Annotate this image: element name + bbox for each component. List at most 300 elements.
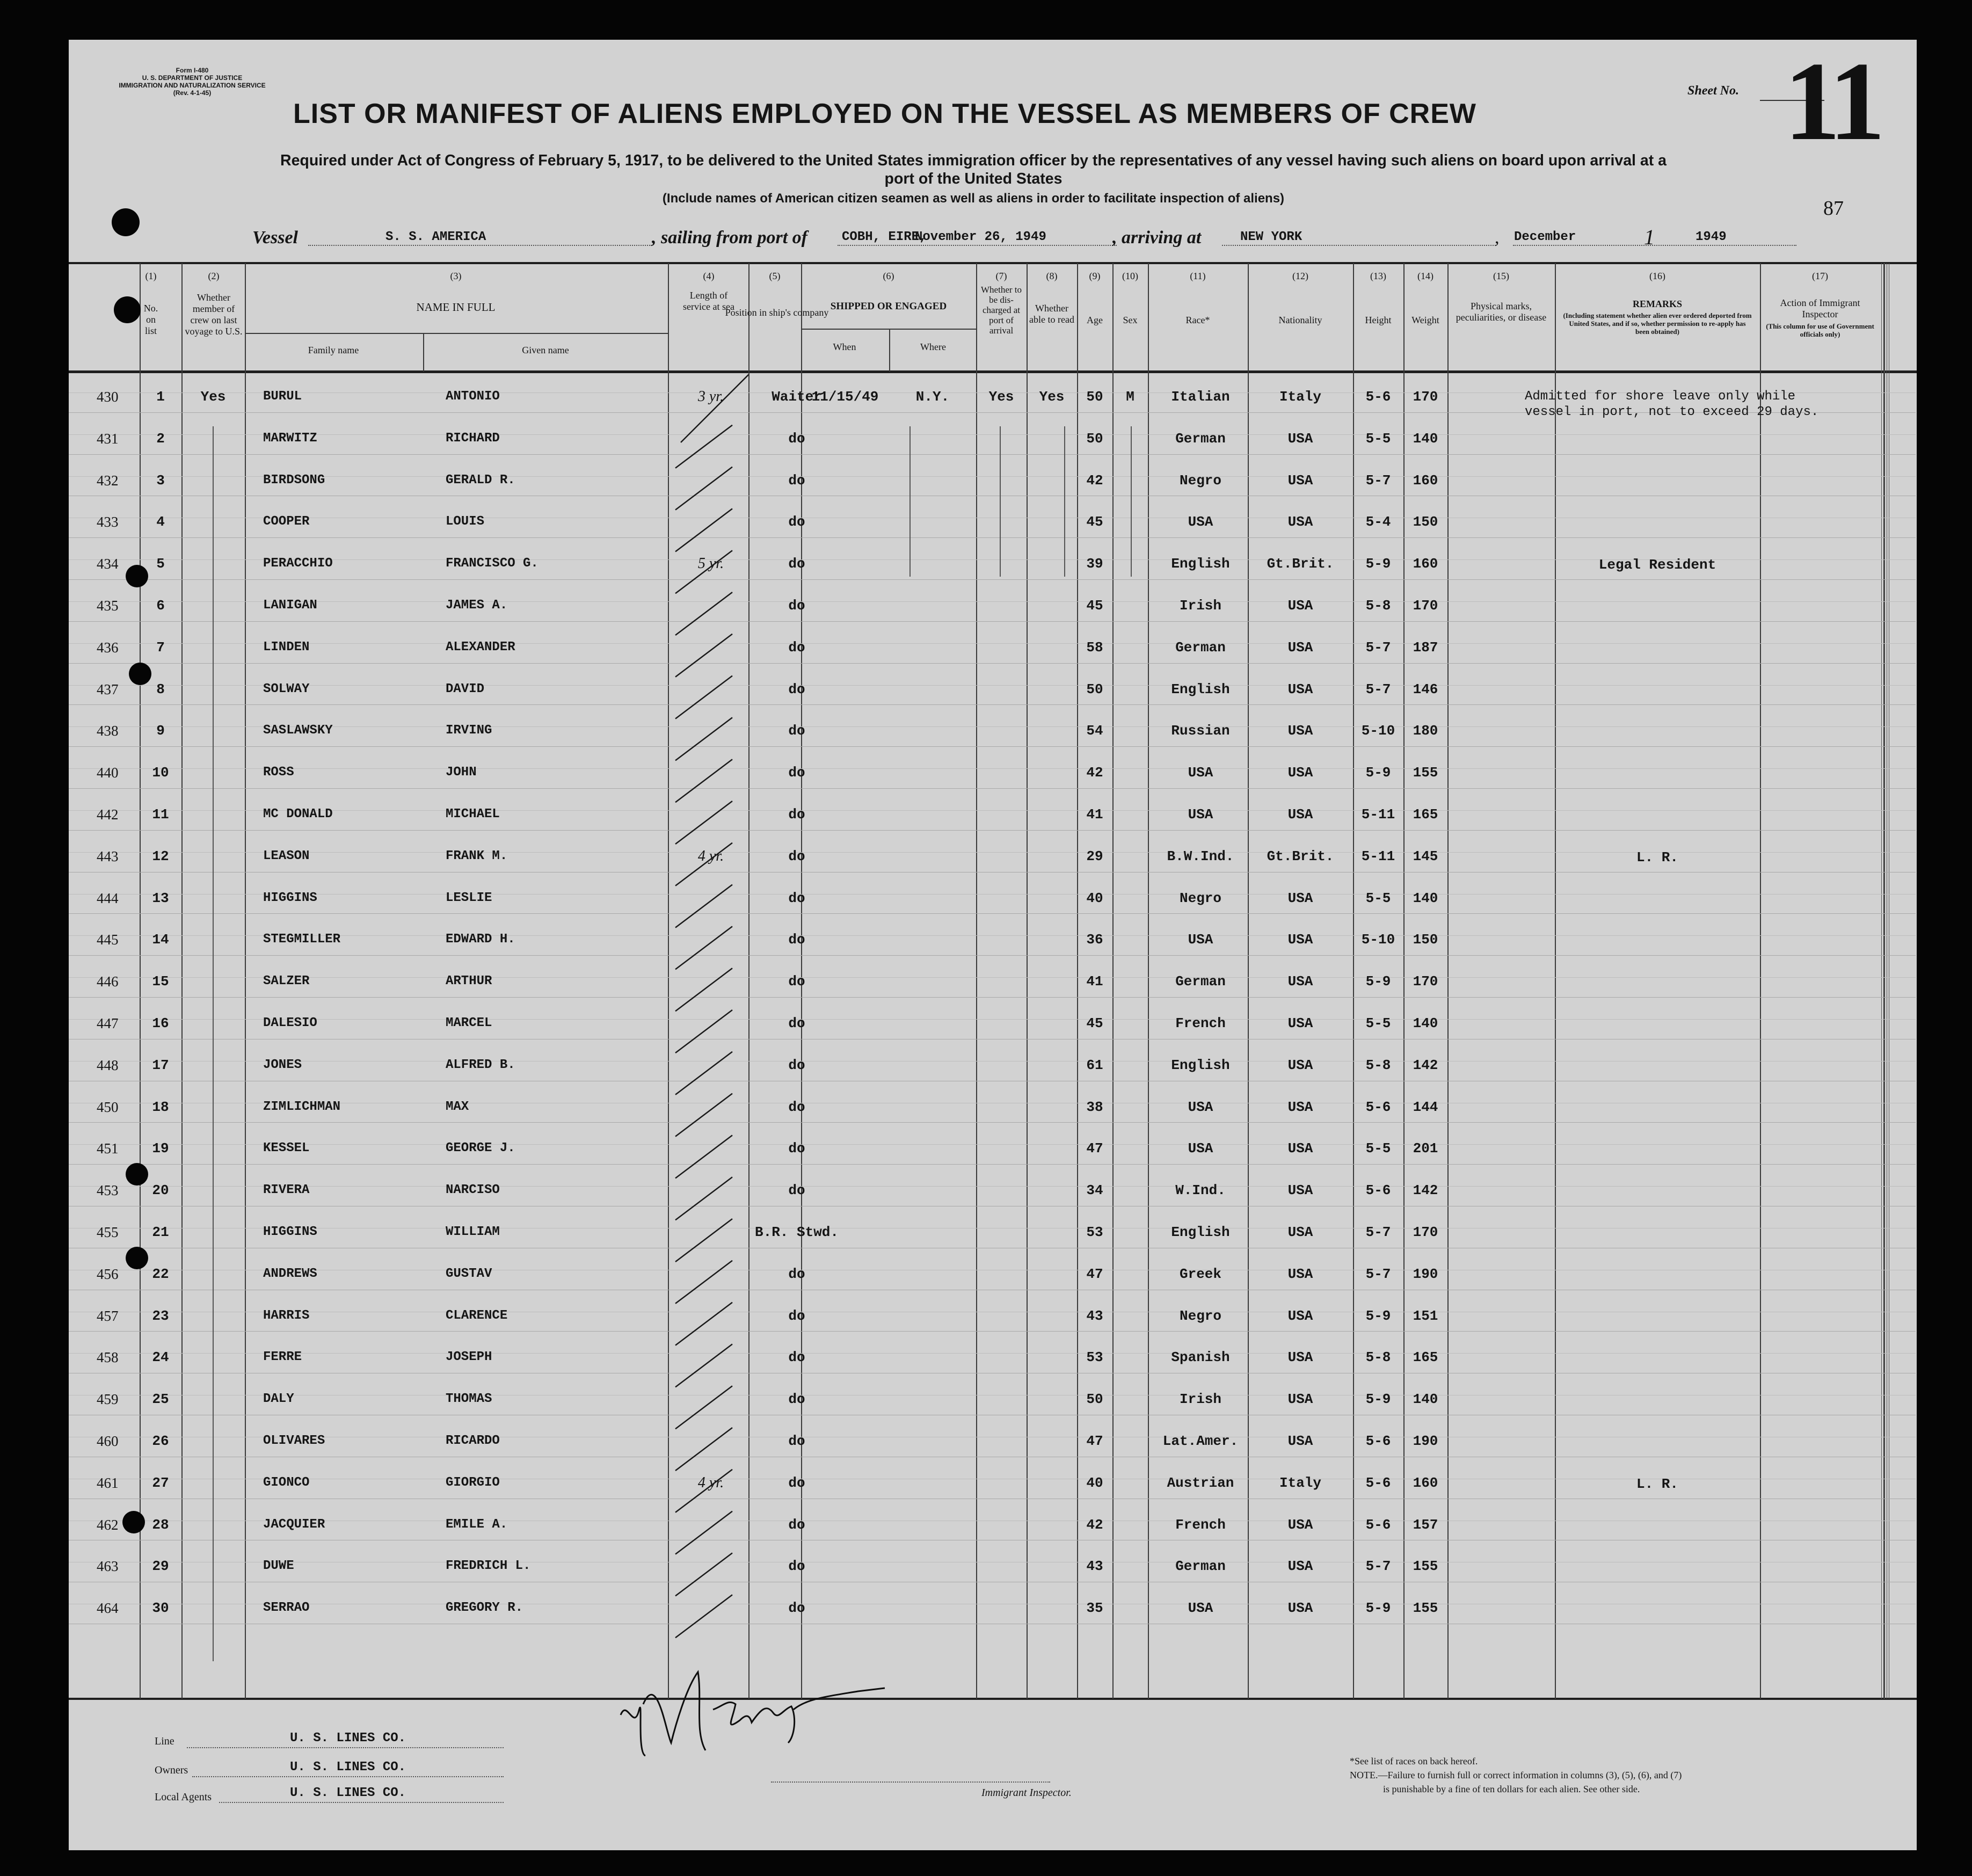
cell-family-name: JACQUIER — [263, 1517, 325, 1532]
cell-age: 47 — [1086, 1140, 1103, 1157]
cell-family-name: BIRDSONG — [263, 472, 325, 488]
header-13-num: (13) — [1370, 271, 1386, 281]
cell-margin-line-number: 463 — [97, 1558, 119, 1575]
cell-list-number: 4 — [156, 514, 165, 530]
cell-shipped-when: 11/15/49 — [811, 389, 879, 405]
cell-position: do — [788, 1099, 805, 1115]
header-given-name: Given name — [522, 345, 569, 355]
cell-age: 50 — [1086, 681, 1103, 697]
cell-height: 5-10 — [1361, 932, 1395, 948]
column-rule — [1148, 263, 1149, 1699]
cell-position: do — [788, 1558, 805, 1575]
cell-race: USA — [1188, 1099, 1213, 1115]
row-rule — [69, 955, 1916, 956]
cell-list-number: 26 — [152, 1433, 169, 1449]
cell-nationality: USA — [1287, 598, 1313, 614]
cell-given-name: GREGORY R. — [446, 1601, 523, 1616]
cell-age: 45 — [1086, 514, 1103, 530]
cell-discharged: Yes — [988, 389, 1014, 405]
cell-height: 5-9 — [1365, 973, 1391, 990]
cell-age: 42 — [1086, 765, 1103, 781]
cell-race: USA — [1188, 1600, 1213, 1617]
cell-weight: 165 — [1413, 806, 1438, 823]
header-discharged: Whether to be dis-charged at port of arrival — [981, 285, 1022, 336]
service-slash-marks — [669, 373, 748, 1699]
cell-family-name: LANIGAN — [263, 598, 317, 613]
inspector-signature — [606, 1650, 906, 1769]
arrival-date-leader — [1513, 245, 1796, 246]
row-rule — [69, 746, 1916, 747]
cell-race: English — [1171, 1224, 1230, 1240]
cell-race: USA — [1188, 806, 1213, 823]
cell-list-number: 28 — [152, 1516, 169, 1533]
cell-age: 29 — [1086, 848, 1103, 864]
cell-remarks: Legal Resident — [1598, 557, 1716, 573]
cell-sex: M — [1126, 389, 1134, 405]
cell-weight: 155 — [1413, 1600, 1438, 1617]
ditto-mark — [909, 426, 911, 577]
cell-weight: 201 — [1413, 1140, 1438, 1157]
cell-height: 5-11 — [1361, 806, 1395, 823]
row-rule — [69, 663, 1916, 664]
cell-margin-line-number: 464 — [97, 1600, 119, 1617]
port-leader — [838, 245, 1117, 246]
cell-given-name: MAX — [446, 1099, 469, 1114]
cell-age: 61 — [1086, 1057, 1103, 1073]
cell-race: Negro — [1179, 472, 1221, 489]
cell-height: 5-7 — [1365, 1558, 1391, 1575]
sailing-port: COBH, EIRE, — [842, 230, 927, 244]
cell-margin-line-number: 443 — [97, 848, 119, 864]
footer-agents-value: U. S. LINES CO. — [290, 1786, 406, 1800]
ditto-mark — [1131, 426, 1132, 577]
cell-weight: 170 — [1413, 973, 1438, 990]
arrival-month: December — [1514, 230, 1576, 244]
cell-able-to-read: Yes — [1039, 389, 1065, 405]
cell-race: German — [1175, 639, 1226, 656]
cell-height: 5-9 — [1365, 765, 1391, 781]
cell-list-number: 30 — [152, 1600, 169, 1617]
header-8-num: (8) — [1046, 271, 1058, 281]
footer-owners-rule — [192, 1776, 504, 1777]
cell-margin-line-number: 450 — [97, 1099, 119, 1115]
header-17-num: (17) — [1812, 271, 1828, 281]
header-height: Height — [1365, 315, 1392, 325]
shipped-subheader-rule — [801, 329, 976, 330]
row-rule — [69, 1122, 1916, 1123]
form-revision: (Rev. 4-1-45) — [173, 89, 212, 97]
footer-note-races: *See list of races on back hereof. — [1350, 1756, 1478, 1766]
cell-margin-line-number: 451 — [97, 1140, 119, 1157]
cell-weight: 146 — [1413, 681, 1438, 697]
cell-nationality: USA — [1287, 1224, 1313, 1240]
cell-list-number: 27 — [152, 1474, 169, 1491]
cell-position: do — [788, 681, 805, 697]
punch-hole — [112, 208, 140, 236]
cell-given-name: NARCISO — [446, 1183, 500, 1198]
cell-height: 5-4 — [1365, 514, 1391, 530]
cell-age: 47 — [1086, 1433, 1103, 1449]
cell-position: do — [788, 430, 805, 447]
cell-given-name: WILLIAM — [446, 1225, 500, 1239]
cell-age: 53 — [1086, 1349, 1103, 1366]
cell-margin-line-number: 442 — [97, 806, 119, 823]
cell-position: do — [788, 1307, 805, 1324]
cell-age: 45 — [1086, 1015, 1103, 1031]
page-mark: 87 — [1823, 197, 1844, 220]
header-no-on-list: No. on list — [143, 303, 158, 336]
punch-hole — [126, 565, 148, 587]
cell-list-number: 1 — [156, 389, 165, 405]
cell-weight: 155 — [1413, 1558, 1438, 1575]
cell-weight: 160 — [1413, 556, 1438, 572]
cell-margin-line-number: 447 — [97, 1015, 119, 1031]
cell-given-name: GEORGE J. — [446, 1141, 515, 1156]
cell-position: do — [788, 556, 805, 572]
cell-race: USA — [1188, 932, 1213, 948]
cell-weight: 151 — [1413, 1307, 1438, 1324]
cell-weight: 142 — [1413, 1182, 1438, 1199]
cell-margin-line-number: 446 — [97, 973, 119, 990]
cell-height: 5-9 — [1365, 1391, 1391, 1408]
cell-family-name: ANDREWS — [263, 1266, 317, 1281]
header-2-num: (2) — [208, 271, 220, 281]
punch-hole — [126, 1163, 148, 1186]
cell-height: 5-5 — [1365, 430, 1391, 447]
cell-list-number: 5 — [156, 556, 165, 572]
cell-weight: 170 — [1413, 598, 1438, 614]
cell-height: 5-9 — [1365, 1600, 1391, 1617]
cell-given-name: RICHARD — [446, 431, 500, 446]
cell-family-name: DALESIO — [263, 1016, 317, 1030]
cell-nationality: USA — [1287, 890, 1313, 906]
cell-weight: 145 — [1413, 848, 1438, 864]
cell-list-number: 9 — [156, 723, 165, 739]
cell-weight: 144 — [1413, 1099, 1438, 1115]
cell-age: 50 — [1086, 389, 1103, 405]
cell-race: Greek — [1179, 1266, 1221, 1282]
header-when: When — [833, 341, 856, 352]
cell-height: 5-8 — [1365, 1349, 1391, 1366]
column-rule — [1447, 263, 1449, 1699]
cell-list-number: 10 — [152, 765, 169, 781]
header-9-num: (9) — [1089, 271, 1101, 281]
cell-race: Irish — [1179, 598, 1221, 614]
cell-list-number: 19 — [152, 1140, 169, 1157]
cell-nationality: USA — [1287, 1015, 1313, 1031]
footer-line-label: Line — [155, 1735, 174, 1747]
cell-age: 38 — [1086, 1099, 1103, 1115]
cell-family-name: COOPER — [263, 514, 310, 529]
cell-family-name: ROSS — [263, 765, 294, 780]
ditto-mark — [1064, 426, 1065, 577]
header-position: Position in ship's company — [725, 307, 829, 318]
footer-note-penalty: NOTE.—Failure to furnish full or correct information in columns (3), (5), (6), and (7) — [1350, 1770, 1682, 1780]
cell-position: do — [788, 765, 805, 781]
cell-margin-line-number: 455 — [97, 1224, 119, 1240]
cell-position: do — [788, 1600, 805, 1617]
cell-height: 5-5 — [1365, 1140, 1391, 1157]
cell-margin-line-number: 453 — [97, 1182, 119, 1199]
cell-nationality: USA — [1287, 639, 1313, 656]
cell-race: Irish — [1179, 1391, 1221, 1408]
header-5-num: (5) — [769, 271, 781, 281]
cell-age: 35 — [1086, 1600, 1103, 1617]
table-bottom-rule — [69, 1698, 1917, 1700]
footer-owners-value: U. S. LINES CO. — [290, 1760, 406, 1775]
cell-family-name: LINDEN — [263, 639, 310, 655]
cell-nationality: USA — [1287, 1266, 1313, 1282]
column-rule — [1027, 263, 1028, 1699]
cell-nationality: Gt.Brit. — [1267, 556, 1334, 572]
vessel-label: Vessel — [252, 228, 298, 248]
cell-age: 40 — [1086, 890, 1103, 906]
cell-margin-line-number: 444 — [97, 890, 119, 906]
cell-family-name: KESSEL — [263, 1141, 310, 1156]
form-id-block — [112, 67, 273, 97]
row-rule — [69, 788, 1916, 789]
cell-age: 53 — [1086, 1224, 1103, 1240]
cell-position: do — [788, 1266, 805, 1282]
cell-race: Italian — [1171, 389, 1230, 405]
cell-service-length: 4 yr. — [697, 847, 724, 864]
cell-age: 43 — [1086, 1558, 1103, 1575]
cell-weight: 170 — [1413, 389, 1438, 405]
column-rule — [1881, 263, 1882, 1699]
cell-weight: 140 — [1413, 890, 1438, 906]
cell-list-number: 2 — [156, 430, 165, 447]
cell-margin-line-number: 435 — [97, 598, 119, 614]
row-rule — [69, 704, 1916, 705]
cell-service-length: 5 yr. — [697, 555, 724, 572]
cell-age: 42 — [1086, 472, 1103, 489]
header-able-to-read: Whether able to read — [1029, 303, 1074, 325]
cell-position: do — [788, 514, 805, 530]
arrival-port-leader — [1222, 245, 1496, 246]
cell-margin-line-number: 437 — [97, 681, 119, 697]
cell-position: do — [788, 1057, 805, 1073]
cell-race: Negro — [1179, 1307, 1221, 1324]
cell-height: 5-6 — [1365, 389, 1391, 405]
subtitle-line-1: Required under Act of Congress of February 5, 1917, to be delivered to the United States immigration officer by the representatives of any vessel having such aliens on board upon arrival at a — [280, 152, 1667, 169]
cell-age: 54 — [1086, 723, 1103, 739]
cell-margin-line-number: 458 — [97, 1349, 119, 1366]
cell-family-name: RIVERA — [263, 1183, 310, 1198]
cell-family-name: MARWITZ — [263, 431, 317, 446]
cell-family-name: SASLAWSKY — [263, 723, 333, 738]
cell-family-name: DALY — [263, 1392, 294, 1407]
header-length-of-service: Length of service at sea — [683, 290, 734, 312]
cell-family-name: MC DONALD — [263, 807, 333, 821]
cell-nationality: USA — [1287, 1140, 1313, 1157]
cell-family-name: ZIMLICHMAN — [263, 1099, 341, 1114]
header-where: Where — [920, 341, 946, 352]
cell-weight: 140 — [1413, 1391, 1438, 1408]
cell-weight: 142 — [1413, 1057, 1438, 1073]
cell-height: 5-9 — [1365, 1307, 1391, 1324]
cell-family-name: LEASON — [263, 848, 310, 863]
cell-age: 40 — [1086, 1474, 1103, 1491]
cell-height: 5-6 — [1365, 1474, 1391, 1491]
cell-age: 41 — [1086, 973, 1103, 990]
cell-nationality: USA — [1287, 1057, 1313, 1073]
cell-given-name: FRANCISCO G. — [446, 556, 539, 571]
cell-position: do — [788, 472, 805, 489]
cell-position: do — [788, 1015, 805, 1031]
cell-age: 58 — [1086, 639, 1103, 656]
cell-position: do — [788, 1516, 805, 1533]
cell-age: 39 — [1086, 556, 1103, 572]
cell-margin-line-number: 460 — [97, 1433, 119, 1449]
cell-height: 5-6 — [1365, 1182, 1391, 1199]
cell-height: 5-7 — [1365, 639, 1391, 656]
cell-weight: 180 — [1413, 723, 1438, 739]
cell-race: English — [1171, 681, 1230, 697]
cell-position: do — [788, 1433, 805, 1449]
manifest-sheet — [69, 40, 1917, 1850]
cell-race: German — [1175, 973, 1226, 990]
cell-weight: 140 — [1413, 1015, 1438, 1031]
cell-race: Spanish — [1171, 1349, 1230, 1366]
header-race: Race* — [1185, 315, 1210, 325]
header-16-num: (16) — [1649, 271, 1665, 281]
cell-list-number: 16 — [152, 1015, 169, 1031]
cell-margin-line-number: 431 — [97, 430, 119, 447]
cell-given-name: ANTONIO — [446, 389, 500, 404]
name-subheader-rule — [245, 333, 669, 334]
cell-margin-line-number: 434 — [97, 556, 119, 572]
cell-nationality: USA — [1287, 681, 1313, 697]
cell-weight: 150 — [1413, 932, 1438, 948]
cell-position: do — [788, 1182, 805, 1199]
cell-age: 45 — [1086, 598, 1103, 614]
cell-position: do — [788, 848, 805, 864]
footer-agents-label: Local Agents — [155, 1791, 212, 1803]
cell-nationality: Italy — [1279, 389, 1321, 405]
cell-height: 5-5 — [1365, 1015, 1391, 1031]
footer-agents-rule — [219, 1802, 504, 1803]
cell-given-name: THOMAS — [446, 1392, 492, 1407]
punch-hole — [126, 1247, 148, 1269]
header-physical-marks: Physical marks, peculiarities, or disease — [1456, 301, 1547, 323]
arrival-day: 1 — [1644, 225, 1655, 249]
cell-nationality: USA — [1287, 430, 1313, 447]
cell-list-number: 13 — [152, 890, 169, 906]
header-bottom-rule — [69, 370, 1917, 373]
cell-height: 5-7 — [1365, 472, 1391, 489]
cell-race: German — [1175, 1558, 1226, 1575]
cell-race: English — [1171, 1057, 1230, 1073]
cell-height: 5-8 — [1365, 598, 1391, 614]
cell-height: 5-9 — [1365, 556, 1391, 572]
header-11-num: (11) — [1190, 271, 1206, 281]
row-rule — [69, 537, 1916, 538]
cell-race: Russian — [1171, 723, 1230, 739]
cell-nationality: USA — [1287, 1099, 1313, 1115]
column-rule — [976, 263, 977, 1699]
cell-weight: 155 — [1413, 765, 1438, 781]
cell-remarks: L. R. — [1636, 849, 1678, 866]
header-remarks: REMARKS — [1632, 299, 1682, 309]
cell-position: do — [788, 1349, 805, 1366]
cell-weight: 157 — [1413, 1516, 1438, 1533]
punch-hole — [122, 1511, 145, 1533]
cell-given-name: ALFRED B. — [446, 1057, 515, 1072]
header-7-num: (7) — [995, 271, 1007, 281]
cell-position: B.R. Stwd. — [754, 1224, 839, 1240]
header-inspector-note: (This column for use of Government officials only) — [1766, 322, 1874, 338]
cell-given-name: DAVID — [446, 681, 485, 696]
cell-given-name: JAMES A. — [446, 598, 508, 613]
cell-list-number: 3 — [156, 472, 165, 489]
column-rule — [1112, 263, 1114, 1699]
inspector-rule — [771, 1782, 1050, 1783]
cell-family-name: HARRIS — [263, 1308, 310, 1323]
cell-race: USA — [1188, 1140, 1213, 1157]
cell-list-number: 17 — [152, 1057, 169, 1073]
cell-position: do — [788, 806, 805, 823]
cell-given-name: GIORGIO — [446, 1475, 500, 1490]
cell-list-number: 20 — [152, 1182, 169, 1199]
sheet-label: Sheet No. — [1687, 84, 1739, 98]
header-12-num: (12) — [1292, 271, 1308, 281]
row-rule — [69, 621, 1916, 622]
cell-position: do — [788, 890, 805, 906]
cell-given-name: MARCEL — [446, 1016, 492, 1030]
cell-age: 36 — [1086, 932, 1103, 948]
cell-list-number: 29 — [152, 1558, 169, 1575]
cell-given-name: RICARDO — [446, 1434, 500, 1448]
cell-list-number: 24 — [152, 1349, 169, 1366]
cell-nationality: USA — [1287, 1391, 1313, 1408]
row-rule — [69, 913, 1916, 914]
inspector-label: Immigrant Inspector. — [981, 1787, 1072, 1799]
cell-height: 5-6 — [1365, 1433, 1391, 1449]
cell-age: 34 — [1086, 1182, 1103, 1199]
cell-position: do — [788, 639, 805, 656]
header-name-in-full: NAME IN FULL — [416, 301, 496, 314]
ditto-mark — [213, 426, 214, 1661]
cell-position: do — [788, 723, 805, 739]
cell-nationality: USA — [1287, 472, 1313, 489]
footer-note-penalty-2: is punishable by a fine of ten dollars for each alien. See other side. — [1383, 1784, 1640, 1794]
cell-given-name: ARTHUR — [446, 974, 492, 989]
cell-given-name: EMILE A. — [446, 1517, 508, 1532]
footer-line-rule — [187, 1747, 504, 1748]
row-rule — [69, 997, 1916, 998]
sailing-label: , sailing from port of — [652, 228, 807, 248]
row-rule — [69, 454, 1916, 455]
cell-list-number: 8 — [156, 681, 165, 697]
cell-list-number: 6 — [156, 598, 165, 614]
cell-age: 47 — [1086, 1266, 1103, 1282]
cell-nationality: USA — [1287, 1558, 1313, 1575]
cell-nationality: USA — [1287, 1600, 1313, 1617]
header-shipped-engaged: SHIPPED OR ENGAGED — [830, 301, 947, 312]
cell-height: 5-11 — [1361, 848, 1395, 864]
header-6-num: (6) — [883, 271, 894, 281]
cell-nationality: Gt.Brit. — [1267, 848, 1334, 864]
cell-family-name: SERRAO — [263, 1601, 310, 1616]
cell-nationality: USA — [1287, 973, 1313, 990]
cell-margin-line-number: 436 — [97, 639, 119, 656]
cell-list-number: 14 — [152, 932, 169, 948]
arriving-label: , arriving at — [1112, 228, 1202, 248]
cell-race: German — [1175, 430, 1226, 447]
cell-margin-line-number: 432 — [97, 472, 119, 489]
cell-height: 5-7 — [1365, 681, 1391, 697]
cell-given-name: IRVING — [446, 723, 492, 738]
